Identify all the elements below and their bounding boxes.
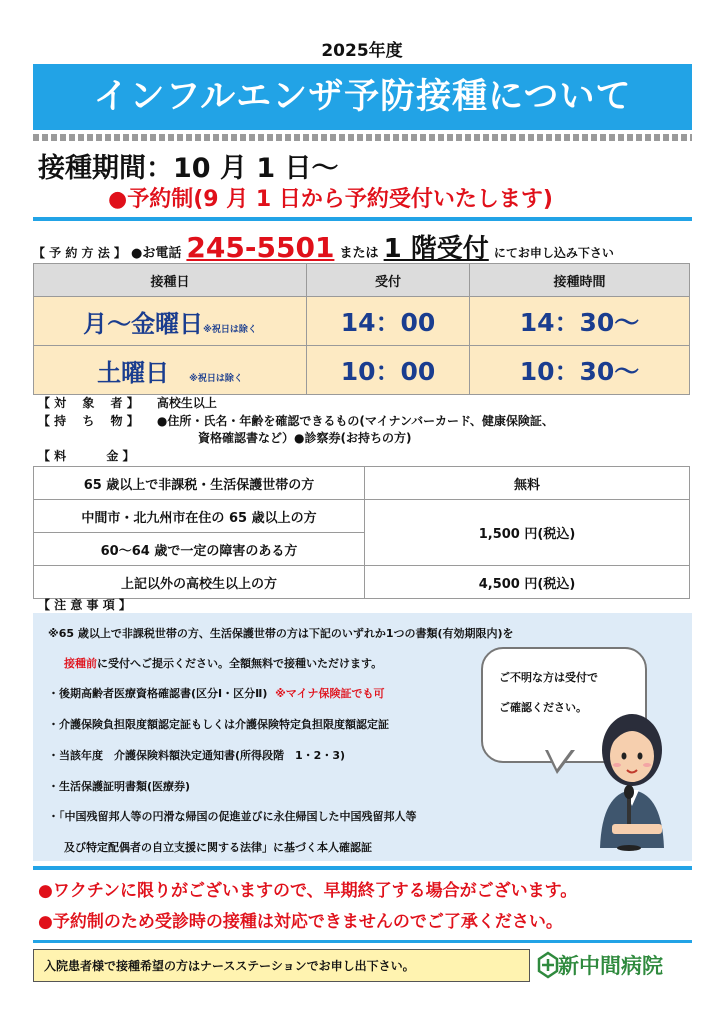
notes-before-line bbox=[64, 655, 382, 671]
reservation-method bbox=[33, 228, 698, 265]
phone-number[interactable]: 245-5501 bbox=[186, 231, 335, 264]
fee-target: 上記以外の高校生以上の方 bbox=[34, 566, 365, 599]
schedule-table bbox=[33, 263, 690, 395]
notes-intro: ※65 歳以上で非課税世帯の方、生活保護世帯の方は下記のいずれか1つの書類(有効期限内)を bbox=[48, 627, 514, 640]
fee-price: 4,500 円(税込) bbox=[365, 566, 690, 599]
reception-time: 10：00 bbox=[307, 346, 470, 395]
or-text: または bbox=[339, 246, 379, 261]
warning-1: ●ワクチンに限りがございますので、早期終了する場合がございます。 bbox=[38, 881, 578, 901]
notes-item4: ・生活保護証明書類(医療券) bbox=[48, 780, 191, 793]
holiday-note: ※祝日は除く bbox=[189, 373, 243, 384]
receptionist-illustration bbox=[592, 698, 672, 858]
belongings-row bbox=[38, 412, 554, 429]
bubble-line1: ご不明な方は受付で bbox=[499, 671, 598, 684]
schedule-day-cell bbox=[34, 346, 307, 395]
dashed-divider bbox=[33, 134, 692, 141]
vaccination-period: 接種期間：10 月 1 日～ bbox=[38, 153, 339, 184]
notes-item bbox=[48, 685, 385, 701]
fee-row bbox=[34, 500, 690, 533]
fee-label: 【 料 金 】 bbox=[38, 449, 135, 463]
notes-item1-red: ※マイナ保険証でも可 bbox=[275, 687, 385, 700]
target-value: 高校生以上 bbox=[156, 396, 217, 410]
blue-divider bbox=[33, 217, 692, 221]
floor-reception: 1 階受付 bbox=[383, 234, 489, 264]
fee-price: 無料 bbox=[365, 467, 690, 500]
method-tail: にてお申し込み下さい bbox=[493, 246, 614, 260]
fee-target: 60～64 歳で一定の障害のある方 bbox=[34, 533, 365, 566]
notes-item5b: 及び特定配偶者の自立支援に関する法律」に基づく本人確認証 bbox=[64, 841, 372, 854]
hospital-name: 新中間病院 bbox=[558, 954, 663, 978]
blue-divider bbox=[33, 940, 692, 943]
bubble-tail-fill bbox=[548, 750, 571, 769]
fee-row bbox=[34, 566, 690, 599]
header-day: 接種日 bbox=[34, 264, 307, 297]
vaccination-time: 10：30～ bbox=[470, 346, 690, 395]
header-time: 接種時間 bbox=[470, 264, 690, 297]
schedule-row bbox=[34, 297, 690, 346]
fee-target: 65 歳以上で非課税・生活保護世帯の方 bbox=[34, 467, 365, 500]
method-label: 【 予 約 方 法 】 bbox=[33, 246, 126, 260]
page-title: インフルエンザ予防接種について bbox=[33, 64, 692, 130]
hospital-logo-icon bbox=[537, 951, 559, 979]
bubble-line2: ご確認ください。 bbox=[499, 701, 587, 714]
day-label: 土曜日 bbox=[97, 358, 170, 387]
notes-item1: ・後期高齢者医療資格確認書(区分Ⅰ・区分Ⅱ) bbox=[48, 687, 268, 700]
fee-row bbox=[34, 467, 690, 500]
inpatient-note: 入院患者様で接種希望の方はナースステーションでお申し出下さい。 bbox=[33, 949, 530, 982]
target-label: 【 対 象 者 】 bbox=[38, 396, 139, 410]
notes-item5a: ・「中国残留邦人等の円滑な帰国の促進並びに永住帰国した中国残留邦人等 bbox=[48, 810, 417, 823]
year-label: 2025年度 bbox=[321, 41, 403, 61]
notes-label: 【 注 意 事 項 】 bbox=[38, 598, 131, 612]
schedule-day-cell bbox=[34, 297, 307, 346]
reception-time: 14：00 bbox=[307, 297, 470, 346]
fee-table bbox=[33, 466, 690, 599]
reservation-notice: ●予約制(9 月 1 日から予約受付いたします) bbox=[108, 187, 553, 212]
fee-price: 1,500 円(税込) bbox=[365, 500, 690, 566]
schedule-header-row bbox=[34, 264, 690, 297]
notes-item3: ・当該年度 介護保険料額決定通知書(所得段階 1・2・3) bbox=[48, 749, 346, 762]
phone-prefix: ●お電話 bbox=[130, 246, 182, 261]
schedule-row bbox=[34, 346, 690, 395]
notes-item2: ・介護保険負担限度額認定証もしくは介護保険特定負担限度額認定証 bbox=[48, 718, 389, 731]
belongings-line2: 資格確認書など）●診察券(お持ちの方) bbox=[198, 431, 412, 445]
fee-target: 中間市・北九州市在住の 65 歳以上の方 bbox=[34, 500, 365, 533]
blue-divider bbox=[33, 866, 692, 870]
vaccination-time: 14：30～ bbox=[470, 297, 690, 346]
belongings-label: 【 持 ち 物 】 bbox=[38, 414, 139, 428]
holiday-note: ※祝日は除く bbox=[203, 324, 257, 335]
warning-2: ●予約制のため受診時の接種は対応できませんのでご了承ください。 bbox=[38, 912, 563, 932]
notes-before-red: 接種前 bbox=[64, 657, 97, 670]
day-label: 月～金曜日 bbox=[83, 309, 204, 338]
notes-before-rest: に受付へご提示ください。全額無料で接種いただけます。 bbox=[97, 657, 383, 670]
target-row bbox=[38, 394, 217, 411]
belongings-line1: ●住所・氏名・年齢を確認できるもの(マイナンバーカード、健康保険証、 bbox=[156, 414, 554, 428]
header-reception: 受付 bbox=[307, 264, 470, 297]
